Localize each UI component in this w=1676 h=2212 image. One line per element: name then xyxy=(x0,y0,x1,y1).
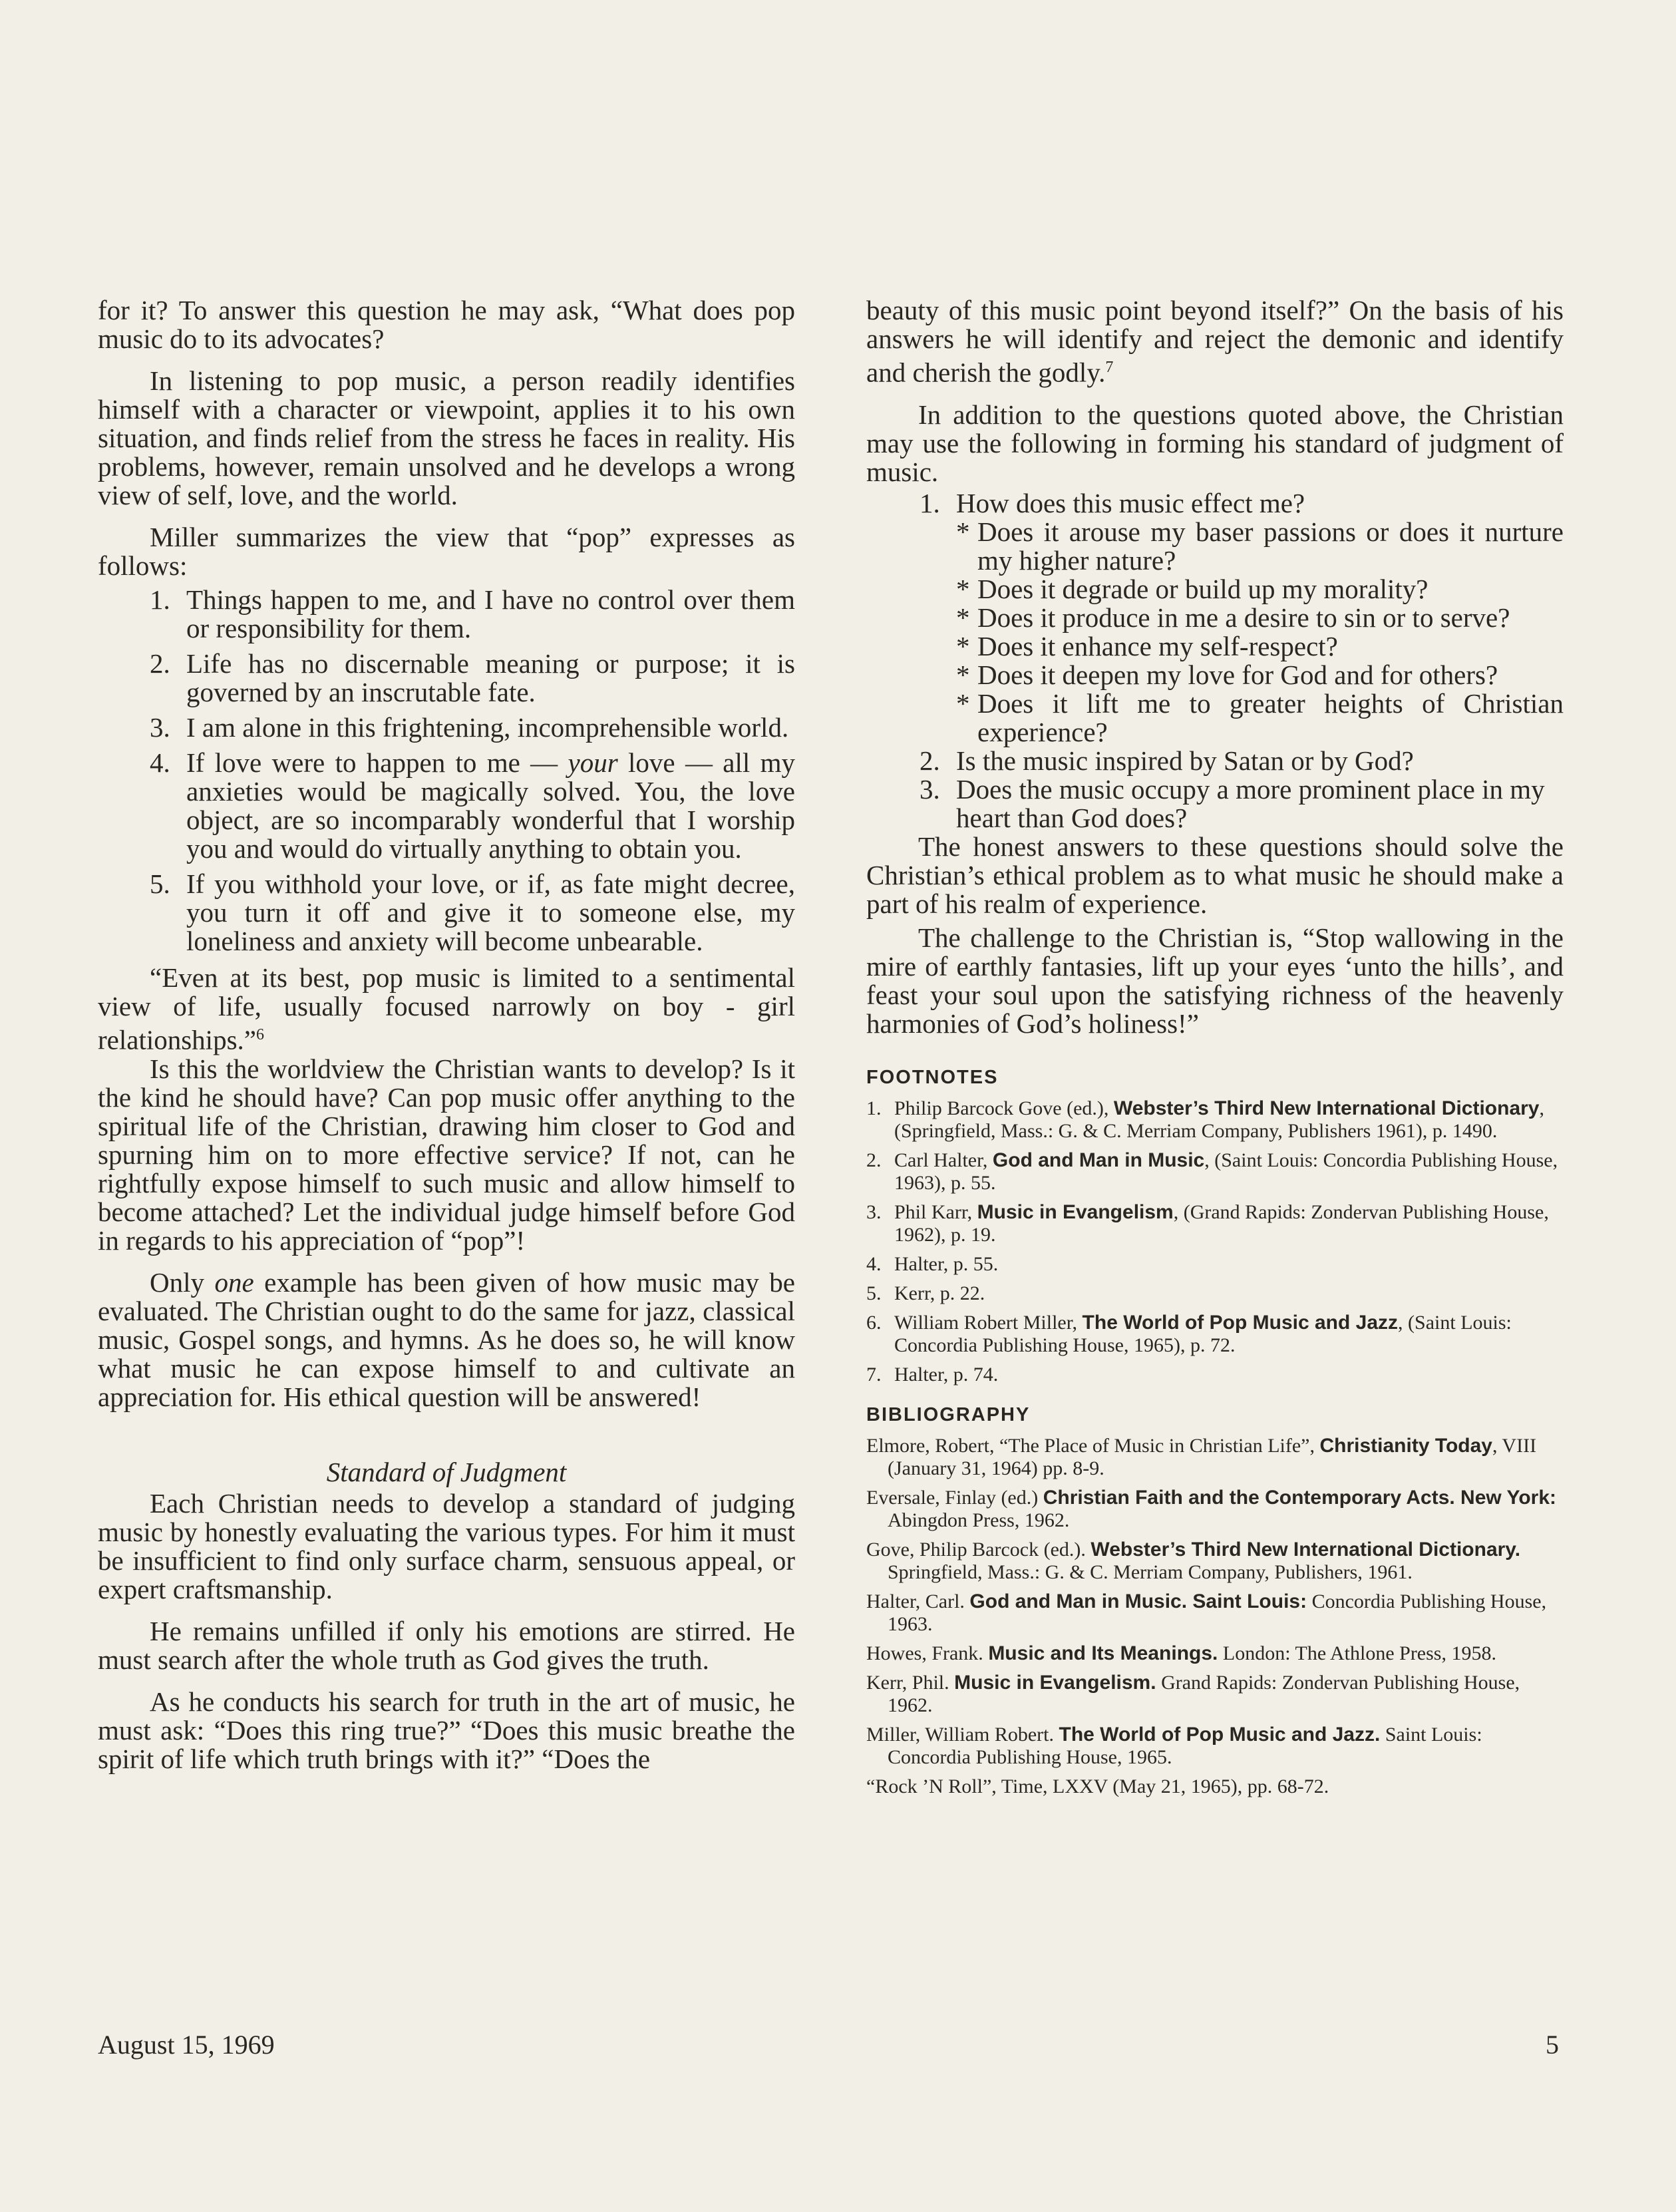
bib-text: London: The Athlone Press, 1958. xyxy=(1218,1642,1496,1664)
paragraph: As he conducts his search for truth in the art of music, he must ask: “Does this ring true?” “Does this music breathe the spirit of life which truth brings with it?” “Does the xyxy=(98,1686,795,1774)
footnote-item xyxy=(866,1282,1564,1305)
footnote-text: Philip Barcock Gove (ed.), xyxy=(894,1097,1114,1119)
list-number: 3. xyxy=(150,712,170,743)
list-number: 2. xyxy=(150,648,170,679)
list-text: I am alone in this frightening, incomprehensible world. xyxy=(186,712,789,743)
bibliography-entry xyxy=(866,1642,1564,1665)
sub-questions xyxy=(956,518,1564,747)
sub-question-text: Does it produce in me a desire to sin or to serve? xyxy=(977,602,1510,633)
bibliography-entry xyxy=(866,1435,1564,1480)
footnote-text: Carl Halter, xyxy=(894,1149,993,1171)
list-text: If you withhold your love, or if, as fate might decree, you turn it off and give it to someone else, my loneliness and anxiety will become unbearable. xyxy=(186,868,795,956)
bib-text: Miller, William Robert. xyxy=(866,1723,1059,1746)
sub-question xyxy=(956,661,1564,689)
paragraph: In listening to pop music, a person readily identifies himself with a character or viewpoint, applies it to his own situation, and finds relief from the stress he faces in reality. His problems, however, remain unsolved and he develops a wrong view of self, love, and the world. xyxy=(98,365,795,510)
emphasis: one xyxy=(214,1266,254,1298)
sub-question-text: Does it arouse my baser passions or does it nurture my higher nature? xyxy=(977,516,1564,576)
list-text: Life has no discernable meaning or purpose; it is governed by an inscrutable fate. xyxy=(186,648,795,707)
footnote-number: 1. xyxy=(866,1097,882,1119)
list-item xyxy=(98,870,795,956)
list-number: 5. xyxy=(150,868,170,899)
bibliography-entry xyxy=(866,1487,1564,1532)
emphasis: your xyxy=(568,747,618,778)
bib-text: Springfield, Mass.: G. & C. Merriam Company, Publishers, 1961. xyxy=(888,1561,1413,1583)
footnote-text: Phil Karr, xyxy=(894,1200,977,1223)
footnote-number: 5. xyxy=(866,1282,882,1304)
bib-text: Eversale, Finlay (ed.) xyxy=(866,1486,1043,1509)
bib-text: Grand Rapids: Zondervan Publishing House, 1962. xyxy=(888,1671,1520,1716)
questions-list xyxy=(866,489,1564,832)
bib-text: Saint Louis: Concordia Publishing House, 1965. xyxy=(888,1723,1482,1768)
bib-text: Concordia Publishing House, 1963. xyxy=(888,1590,1547,1635)
footnote-ref: 6 xyxy=(255,1026,264,1043)
footnote-title: Music in Evangelism xyxy=(977,1200,1174,1223)
footnote-item xyxy=(866,1253,1564,1276)
sub-question xyxy=(956,575,1564,604)
footnote-title: Webster’s Third New International Dictionary xyxy=(1113,1097,1540,1119)
sub-question-text: Does it deepen my love for God and for others? xyxy=(977,659,1498,690)
list-number: 2. xyxy=(920,745,940,776)
paragraph xyxy=(98,1268,795,1411)
bib-title: God and Man in Music. Saint Louis: xyxy=(969,1590,1307,1612)
footnote-number: 6. xyxy=(866,1311,882,1334)
paragraph: He remains unfilled if only his emotions are stirred. He must search after the whole truth as God gives the truth. xyxy=(98,1615,795,1675)
footnote-text: Halter, p. 74. xyxy=(894,1363,999,1385)
paragraph: Each Christian needs to develop a standard of judging music by honestly evaluating the various types. For him it must be insufficient to find only surface charm, sensuous appeal, or expert craftsmanship. xyxy=(98,1487,795,1604)
list-item xyxy=(98,586,795,643)
asterisk-icon: * xyxy=(956,630,970,661)
footnote-item xyxy=(866,1097,1564,1143)
footnote-item xyxy=(866,1149,1564,1195)
paragraph: The challenge to the Christian is, “Stop wallowing in the mire of earthly fantasies, lift up your eyes ‘unto the hills’, and feast your soul upon the satisfying richness of the heavenly harmonies of God’s holiness!” xyxy=(866,922,1564,1039)
text-run: Only xyxy=(150,1266,215,1298)
page-number: 5 xyxy=(1546,2030,1559,2060)
footnote-item xyxy=(866,1201,1564,1246)
paragraph: Miller summarizes the view that “pop” expresses as follows: xyxy=(98,522,795,581)
list-item xyxy=(98,713,795,742)
footnote-number: 4. xyxy=(866,1252,882,1275)
footer-date: August 15, 1969 xyxy=(98,2030,275,2060)
asterisk-icon: * xyxy=(956,659,970,690)
bib-text: Halter, Carl. xyxy=(866,1590,970,1612)
sub-question xyxy=(956,518,1564,575)
footnote-title: The World of Pop Music and Jazz xyxy=(1082,1311,1399,1334)
asterisk-icon: * xyxy=(956,573,970,604)
footnote-text: , (Springfield, Mass.: G. & C. Merriam Company, Publishers 1961), p. 1490. xyxy=(894,1097,1544,1142)
bibliography-entry xyxy=(866,1539,1564,1584)
list-number: 4. xyxy=(150,747,170,778)
list-text: If love were to happen to me — xyxy=(186,747,568,778)
section-subheading: Standard of Judgment xyxy=(326,1456,567,1487)
footnote-text: , (Saint Louis: Concordia Publishing House, 1965), p. 72. xyxy=(894,1311,1512,1356)
footnote-text: William Robert Miller, xyxy=(894,1311,1083,1334)
footnote-number: 2. xyxy=(866,1149,882,1171)
bib-title: Christian Faith and the Contemporary Acts. New York: xyxy=(1043,1486,1556,1509)
list-number: 3. xyxy=(920,773,940,805)
text-run: beauty of this music point beyond itself?” On the basis of his answers he will identify and reject the demonic and identify and cherish the godly. xyxy=(866,295,1564,388)
bib-text: , VIII (January 31, 1964) pp. 8-9. xyxy=(888,1434,1537,1479)
paragraph xyxy=(866,296,1564,387)
list-item xyxy=(98,749,795,863)
bibliography-entry xyxy=(866,1775,1564,1798)
asterisk-icon: * xyxy=(956,602,970,633)
question-text: Is the music inspired by Satan or by God? xyxy=(956,745,1414,776)
question-text: Does the music occupy a more prominent place in my heart than God does? xyxy=(956,773,1545,833)
right-column xyxy=(866,296,1564,1805)
footnote-item xyxy=(866,1364,1564,1386)
paragraph: The honest answers to these questions should solve the Christian’s ethical problem as to what music he should make a part of his realm of experience. xyxy=(866,830,1564,919)
question-item xyxy=(866,775,1564,832)
left-column xyxy=(98,296,795,1773)
bib-text: Howes, Frank. xyxy=(866,1642,989,1664)
sub-question-text: Does it enhance my self-respect? xyxy=(977,630,1338,661)
bib-title: The World of Pop Music and Jazz. xyxy=(1059,1723,1381,1746)
footnote-item xyxy=(866,1312,1564,1357)
bibliography-heading: BIBLIOGRAPHY xyxy=(866,1403,1031,1425)
list-number: 1. xyxy=(920,487,940,518)
asterisk-icon: * xyxy=(956,687,970,719)
list-text: love — all my anxieties would be magically solved. You, the love object, are so incomparably wonderful that I worship you and would do virtually anything to obtain you. xyxy=(186,747,795,864)
bib-text: “Rock ’N Roll”, Time, LXXV (May 21, 1965), pp. 68-72. xyxy=(866,1775,1329,1797)
bibliography-entry xyxy=(866,1672,1564,1717)
paragraph: Is this the worldview the Christian wants to develop? Is it the kind he should have? Can pop music offer anything to the spiritual life of the Christian, drawing him closer to God and spurning him on to more effective service? If not, can he rightfully expose himself to such music and allow himself to become attached? Let the individual judge himself before God in regards to his appreciation of “pop”! xyxy=(98,1053,795,1256)
bibliography-list xyxy=(866,1435,1564,1798)
footnote-ref: 7 xyxy=(1105,359,1114,376)
sub-question xyxy=(956,689,1564,747)
footnotes-heading: FOOTNOTES xyxy=(866,1066,999,1088)
footnote-title: God and Man in Music xyxy=(992,1149,1205,1171)
bib-text: Gove, Philip Barcock (ed.). xyxy=(866,1538,1091,1561)
paragraph: for it? To answer this question he may ask, “What does pop music do to its advocates? xyxy=(98,295,795,354)
list-text: Things happen to me, and I have no control over them or responsibility for them. xyxy=(186,584,795,644)
footnote-number: 7. xyxy=(866,1363,882,1385)
question-text: How does this music effect me? xyxy=(956,487,1305,518)
quote-paragraph xyxy=(98,964,795,1055)
asterisk-icon: * xyxy=(956,516,970,547)
bib-title: Webster’s Third New International Dictionary. xyxy=(1090,1538,1521,1561)
list-number: 1. xyxy=(150,584,170,615)
footnote-text: , (Saint Louis: Concordia Publishing House, 1963), p. 55. xyxy=(894,1149,1558,1194)
sub-question-text: Does it degrade or build up my morality? xyxy=(977,573,1428,604)
bib-title: Music and Its Meanings. xyxy=(988,1642,1218,1664)
text-run: example has been given of how music may be evaluated. The Christian ought to do the same for jazz, classical music, Gospel songs, and hymns. As he does so, he will know what music he can expose himself to and cultivate an appreciation for. His ethical question will be answered! xyxy=(98,1266,796,1412)
bib-text: Kerr, Phil. xyxy=(866,1671,955,1694)
bibliography-entry xyxy=(866,1590,1564,1636)
question-item xyxy=(866,489,1564,747)
bib-text: Abingdon Press, 1962. xyxy=(888,1509,1070,1531)
footnote-number: 3. xyxy=(866,1200,882,1223)
pop-view-list xyxy=(98,586,795,956)
bib-title: Christianity Today xyxy=(1319,1434,1492,1457)
paragraph: In addition to the questions quoted above, the Christian may use the following in forming his standard of judgment of music. xyxy=(866,399,1564,487)
footnotes-list xyxy=(866,1097,1564,1386)
footnote-text: Halter, p. 55. xyxy=(894,1252,999,1275)
bibliography-entry xyxy=(866,1724,1564,1769)
sub-question xyxy=(956,632,1564,661)
list-item xyxy=(98,649,795,707)
footnote-text: , (Grand Rapids: Zondervan Publishing House, 1962), p. 19. xyxy=(894,1200,1549,1246)
sub-question-text: Does it lift me to greater heights of Christian experience? xyxy=(977,687,1564,747)
sub-question xyxy=(956,604,1564,632)
bib-title: Music in Evangelism. xyxy=(954,1671,1156,1694)
quote-text: “Even at its best, pop music is limited to a sentimental view of life, usually focused narrowly on boy - girl relationships.” xyxy=(98,962,795,1055)
question-item xyxy=(866,747,1564,775)
bib-text: Elmore, Robert, “The Place of Music in Christian Life”, xyxy=(866,1434,1320,1457)
footnote-text: Kerr, p. 22. xyxy=(894,1282,985,1304)
